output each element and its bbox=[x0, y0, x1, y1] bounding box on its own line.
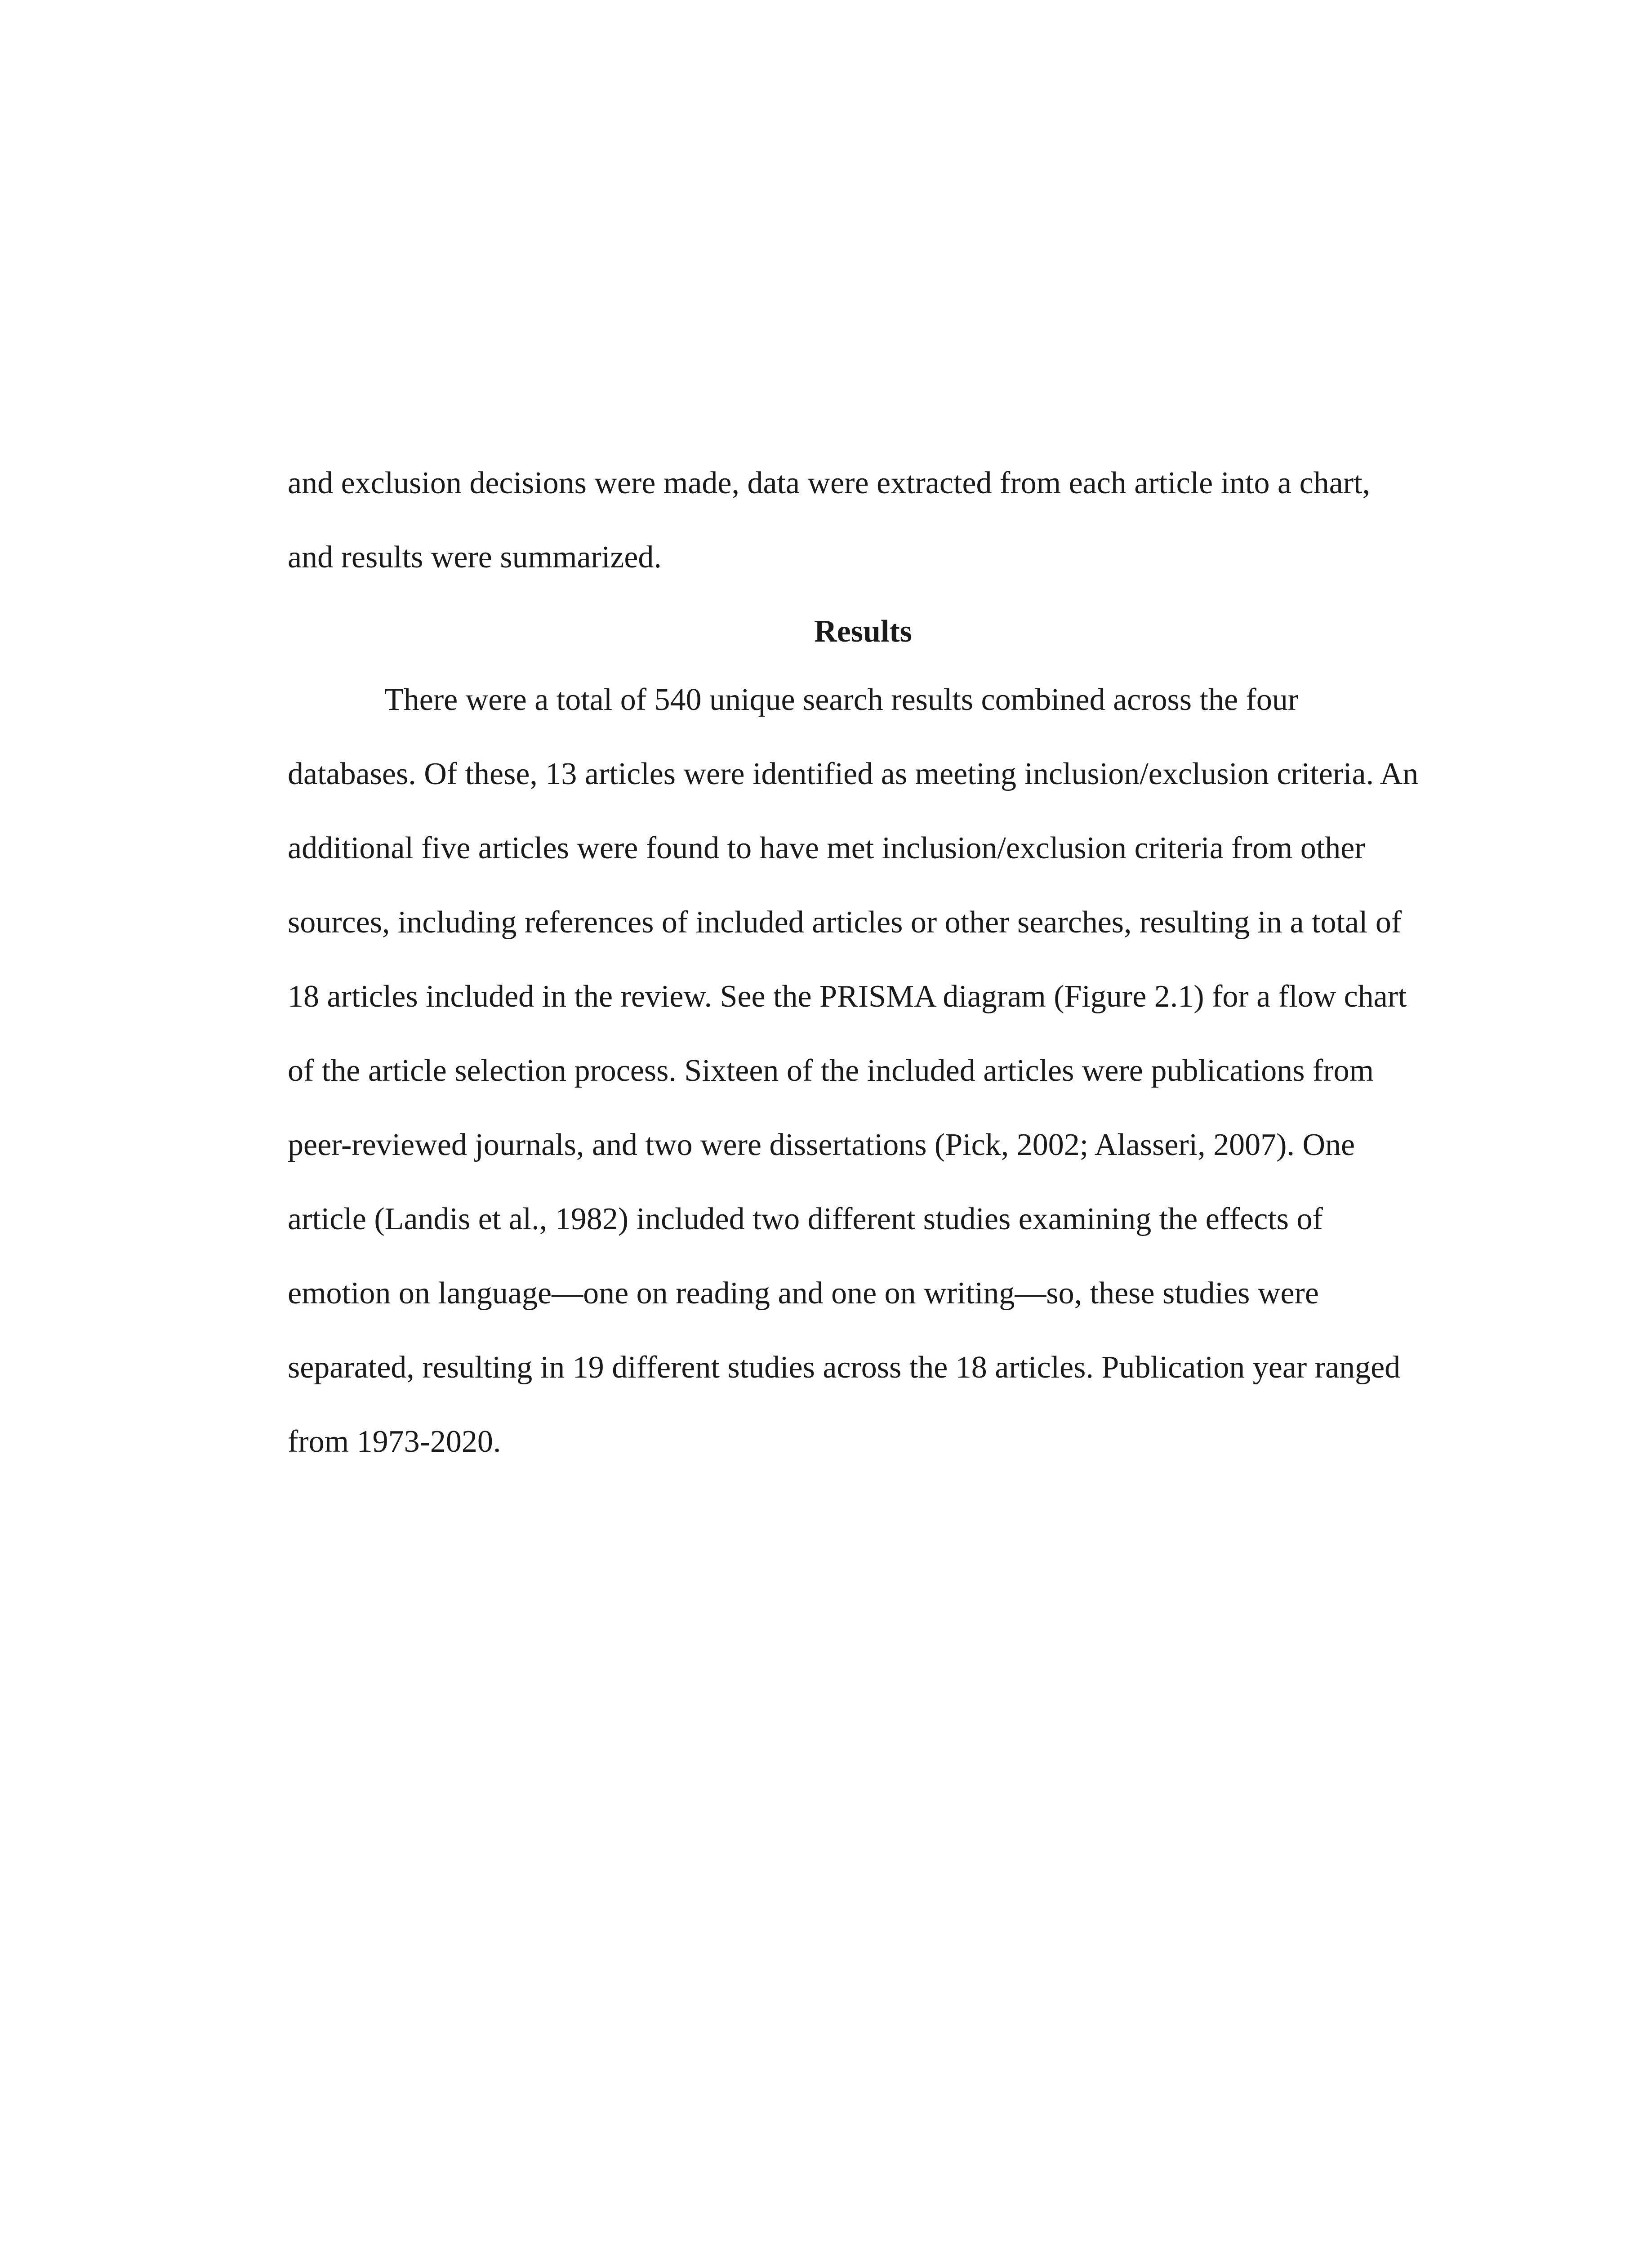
paragraph-line: 18 articles included in the review. See the PRISMA diagram (Figure 2.1) for a flow chart bbox=[288, 979, 1407, 1014]
paragraph-line: separated, resulting in 19 different studies across the 18 articles. Publication year ranged bbox=[288, 1350, 1401, 1385]
paragraph-line: There were a total of 540 unique search results combined across the four bbox=[384, 682, 1299, 717]
paragraph-line: databases. Of these, 13 articles were identified as meeting inclusion/exclusion criteria. An bbox=[288, 757, 1419, 791]
paragraph-line: from 1973-2020. bbox=[288, 1424, 501, 1459]
paragraph-line: of the article selection process. Sixteen of the included articles were publications from bbox=[288, 1053, 1374, 1088]
paragraph-line: peer-reviewed journals, and two were dissertations (Pick, 2002; Alasseri, 2007). One bbox=[288, 1128, 1355, 1162]
paragraph-line: additional five articles were found to have met inclusion/exclusion criteria from other bbox=[288, 831, 1365, 865]
paragraph-line: sources, including references of included articles or other searches, resulting in a total of bbox=[288, 905, 1402, 940]
carryover-line: and results were summarized. bbox=[288, 540, 662, 575]
section-heading-results: Results bbox=[814, 614, 912, 649]
paragraph-line: article (Landis et al., 1982) included two different studies examining the effects of bbox=[288, 1202, 1323, 1236]
carryover-line: and exclusion decisions were made, data were extracted from each article into a chart, bbox=[288, 466, 1371, 500]
paragraph-line: emotion on language—one on reading and one on writing—so, these studies were bbox=[288, 1276, 1319, 1311]
